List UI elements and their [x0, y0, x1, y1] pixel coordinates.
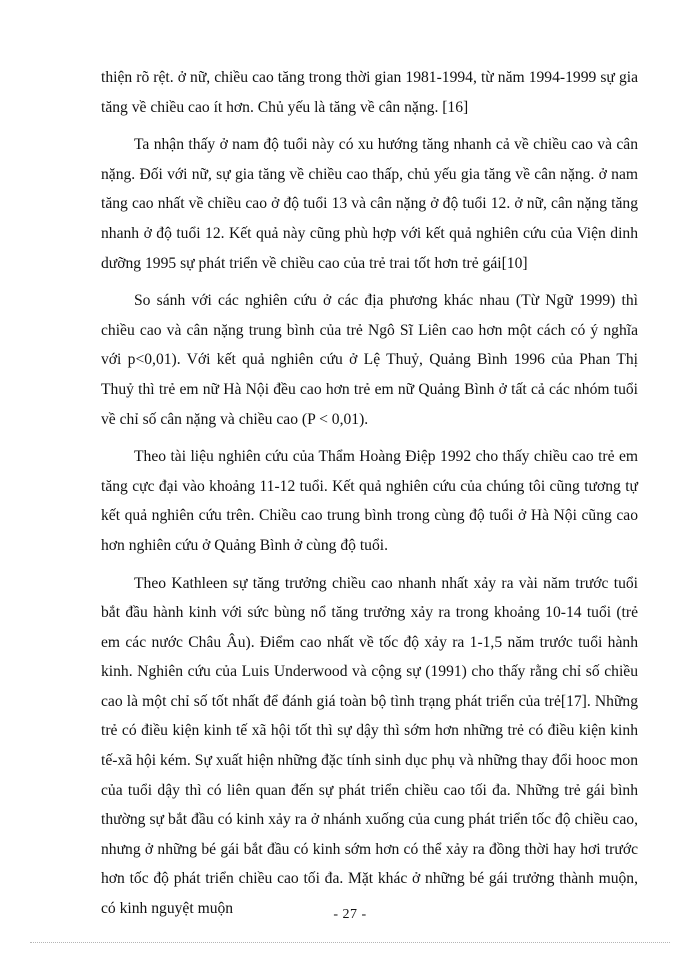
body-text — [101, 63, 638, 932]
page-number: - 27 - — [333, 907, 367, 922]
paragraph-2: Ta nhận thấy ở nam độ tuổi này có xu hướng tăng nhanh cả về chiều cao và cân nặng. Đối với nữ, sự gia tăng về chiều cao thấp, chủ yếu gia tăng về cân nặng. ở nam tăng cao nhất về chiều cao ở độ tuổi 13 và cân nặng ở độ tuổi 12. ở nữ, cân nặng tăng nhanh ở độ tuổi 12. Kết quả này cũng phù hợp với kết quả nghiên cứu của Viện dinh dưỡng 1995 sự phát triển về chiều cao của trẻ trai tốt hơn trẻ gái[10] — [101, 136, 638, 272]
bottom-divider — [30, 942, 670, 943]
paragraph-3: So sánh với các nghiên cứu ở các địa phương khác nhau (Từ Ngữ 1999) thì chiều cao và cân nặng trung bình của trẻ Ngô Sĩ Liên cao hơn một cách có ý nghĩa với p<0,01). Với kết quả nghiên cứu ở Lệ Thuỷ, Quảng Bình 1996 của Phan Thị Thuỷ thì trẻ em nữ Hà Nội đều cao hơn trẻ em nữ Quảng Bình ở tất cả các nhóm tuổi về chỉ số cân nặng và chiều cao (P < 0,01). — [101, 292, 638, 428]
paragraph-4: Theo tài liệu nghiên cứu của Thẩm Hoàng Điệp 1992 cho thấy chiều cao trẻ em tăng cực đại vào khoảng 11-12 tuổi. Kết quả nghiên cứu của chúng tôi cũng tương tự kết quả nghiên cứu trên. Chiều cao trung bình trong cùng độ tuổi ở Hà Nội cũng cao hơn nghiên cứu ở Quảng Bình ở cùng độ tuổi. — [101, 448, 638, 554]
paragraph-5: Theo Kathleen sự tăng trưởng chiều cao nhanh nhất xảy ra vài năm trước tuổi bắt đầu hành kinh với sức bùng nổ tăng trưởng xảy ra trong khoảng 10-14 tuổi (trẻ em các nước Châu Âu). Điểm cao nhất về tốc độ xảy ra 1-1,5 năm trước tuổi hành kinh. Nghiên cứu của Luis Underwood và cộng sự (1991) cho thấy rằng chỉ số chiều cao là một chỉ số tốt nhất để đánh giá toàn bộ tình trạng phát triển của trẻ[17]. Những trẻ có điều kiện kinh tế xã hội tốt thì sự dậy thì sớm hơn những trẻ có điều kiện kinh tế-xã hội kém. Sự xuất hiện những đặc tính sinh dục phụ và những thay đổi hooc mon của tuổi dậy thì có liên quan đến sự phát triển chiều cao tối đa. Những trẻ gái bình thường sự bắt đầu có kinh xảy ra ở nhánh xuống của cung phát triển tốc độ chiều cao, nhưng ở những bé gái bắt đầu có kinh sớm hơn có thể xảy ra đồng thời hay hơi trước hơn tốc độ phát triển chiều cao tối đa. Mặt khác ở những bé gái trưởng thành muộn, có kinh nguyệt muộn — [101, 574, 638, 918]
paragraph-1: thiện rõ rệt. ở nữ, chiều cao tăng trong thời gian 1981-1994, từ năm 1994-1999 sự gia tăng về chiều cao ít hơn. Chủ yếu là tăng về cân nặng. [16] — [101, 69, 638, 116]
